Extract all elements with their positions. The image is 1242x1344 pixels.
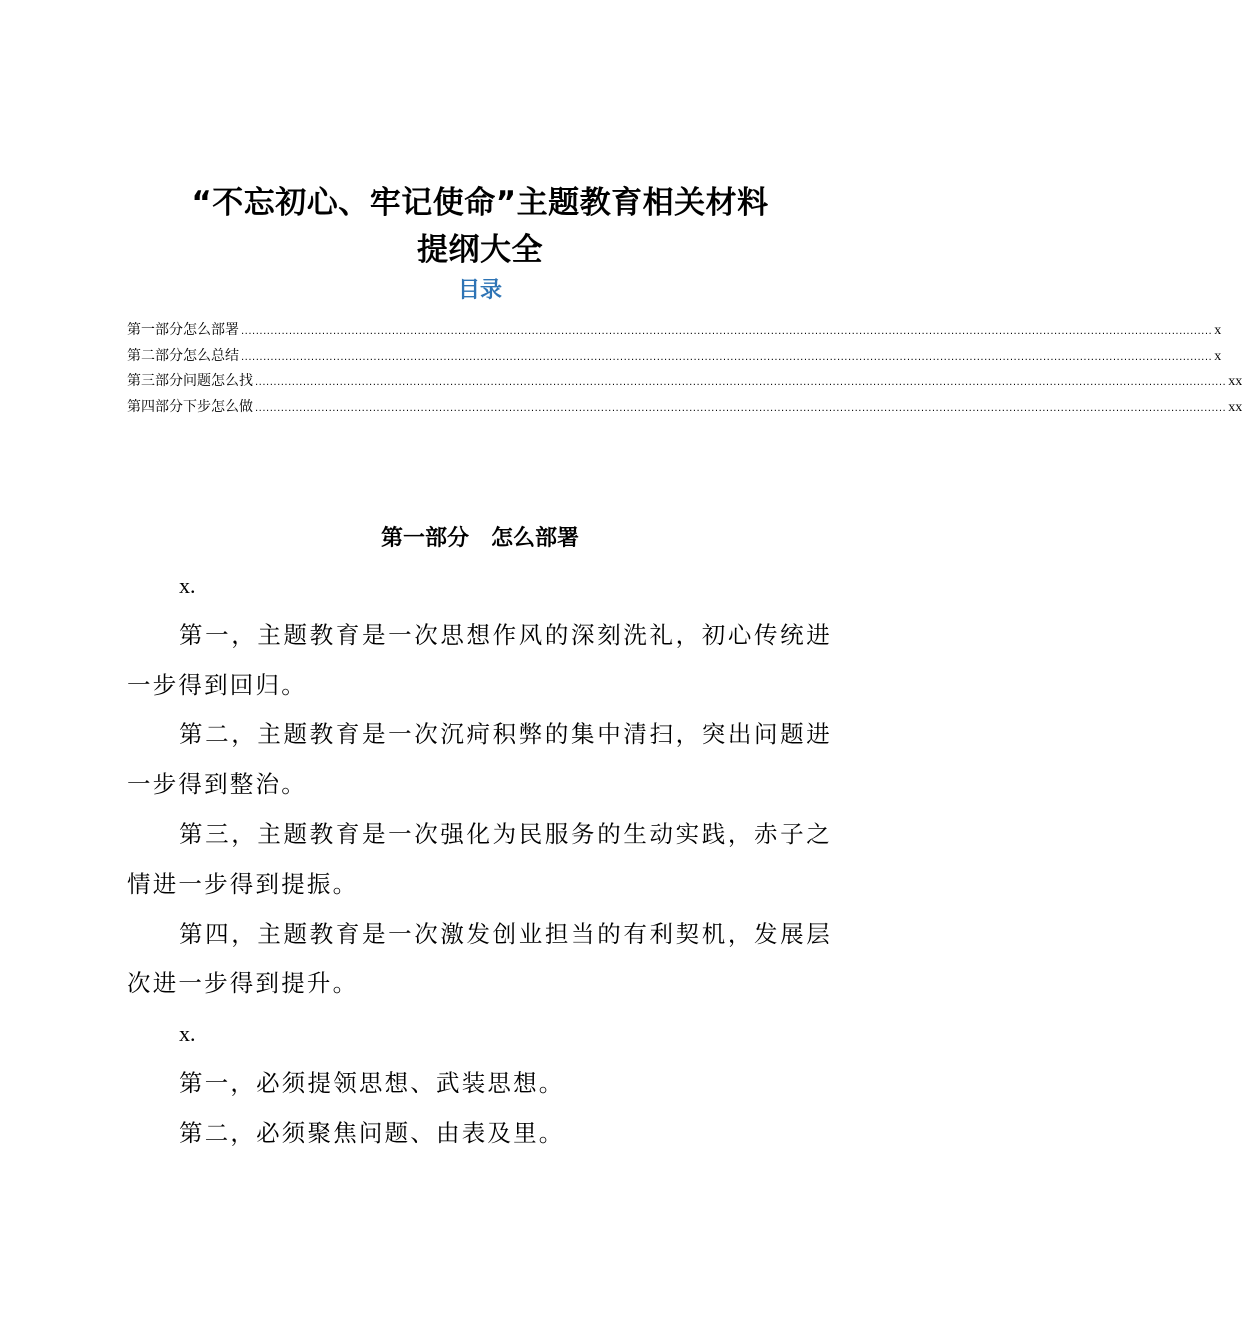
toc-leader-dots: ........................................................................................................................................................................................................................................................................: [255, 402, 1227, 414]
toc-leader-dots: ........................................................................................................................................................................................................................................................................: [241, 351, 1213, 363]
toc-leader-dots: ........................................................................................................................................................................................................................................................................: [241, 326, 1213, 337]
toc-page-number: xx: [1228, 399, 1242, 415]
table-of-contents: [127, 319, 1242, 421]
toc-part-label: 第三部分: [127, 373, 183, 389]
section-body: [127, 561, 832, 1159]
body-paragraph: 第三，主题教育是一次强化为民服务的生动实践，赤子之情进一步得到提振。: [127, 819, 832, 898]
document-title-line1: “不忘初心、牢记使命”主题教育相关材料: [191, 185, 769, 221]
toc-page-number: x: [1214, 348, 1222, 364]
body-paragraph: 第一，主题教育是一次思想作风的深刻洗礼，初心传统进一步得到回归。: [127, 620, 832, 699]
toc-part-label: 第二部分: [127, 347, 183, 364]
body-paragraph: 第一，必须提领思想、武装思想。: [179, 1068, 565, 1097]
toc-entry[interactable]: [127, 345, 1222, 371]
toc-part-name: 怎么总结: [183, 347, 239, 364]
toc-entry[interactable]: [127, 319, 1222, 345]
section-heading: 第一部分 怎么部署: [380, 526, 579, 551]
body-paragraph: 第二，主题教育是一次沉疴积弊的集中清扫，突出问题进一步得到整治。: [127, 720, 832, 799]
list-marker: x.: [179, 1021, 196, 1047]
toc-entry[interactable]: [127, 370, 1242, 396]
document-title-line2: 提纲大全: [417, 232, 543, 268]
toc-part-label: 第四部分: [127, 398, 183, 415]
toc-part-label: 第一部分: [127, 322, 183, 338]
toc-page-number: x: [1214, 323, 1222, 338]
toc-heading: 目录: [457, 278, 502, 303]
toc-leader-dots: ........................................................................................................................................................................................................................................................................: [255, 377, 1227, 388]
toc-part-name: 怎么部署: [183, 322, 239, 338]
list-marker: x.: [179, 573, 196, 598]
toc-page-number: xx: [1228, 374, 1242, 389]
body-paragraph: 第四，主题教育是一次激发创业担当的有利契机，发展层次进一步得到提升。: [127, 919, 832, 998]
toc-entry[interactable]: [127, 396, 1242, 422]
toc-part-name: 问题怎么找: [183, 373, 253, 389]
toc-part-name: 下步怎么做: [183, 398, 253, 415]
body-paragraph: 第二，必须聚焦问题、由表及里。: [179, 1118, 565, 1147]
